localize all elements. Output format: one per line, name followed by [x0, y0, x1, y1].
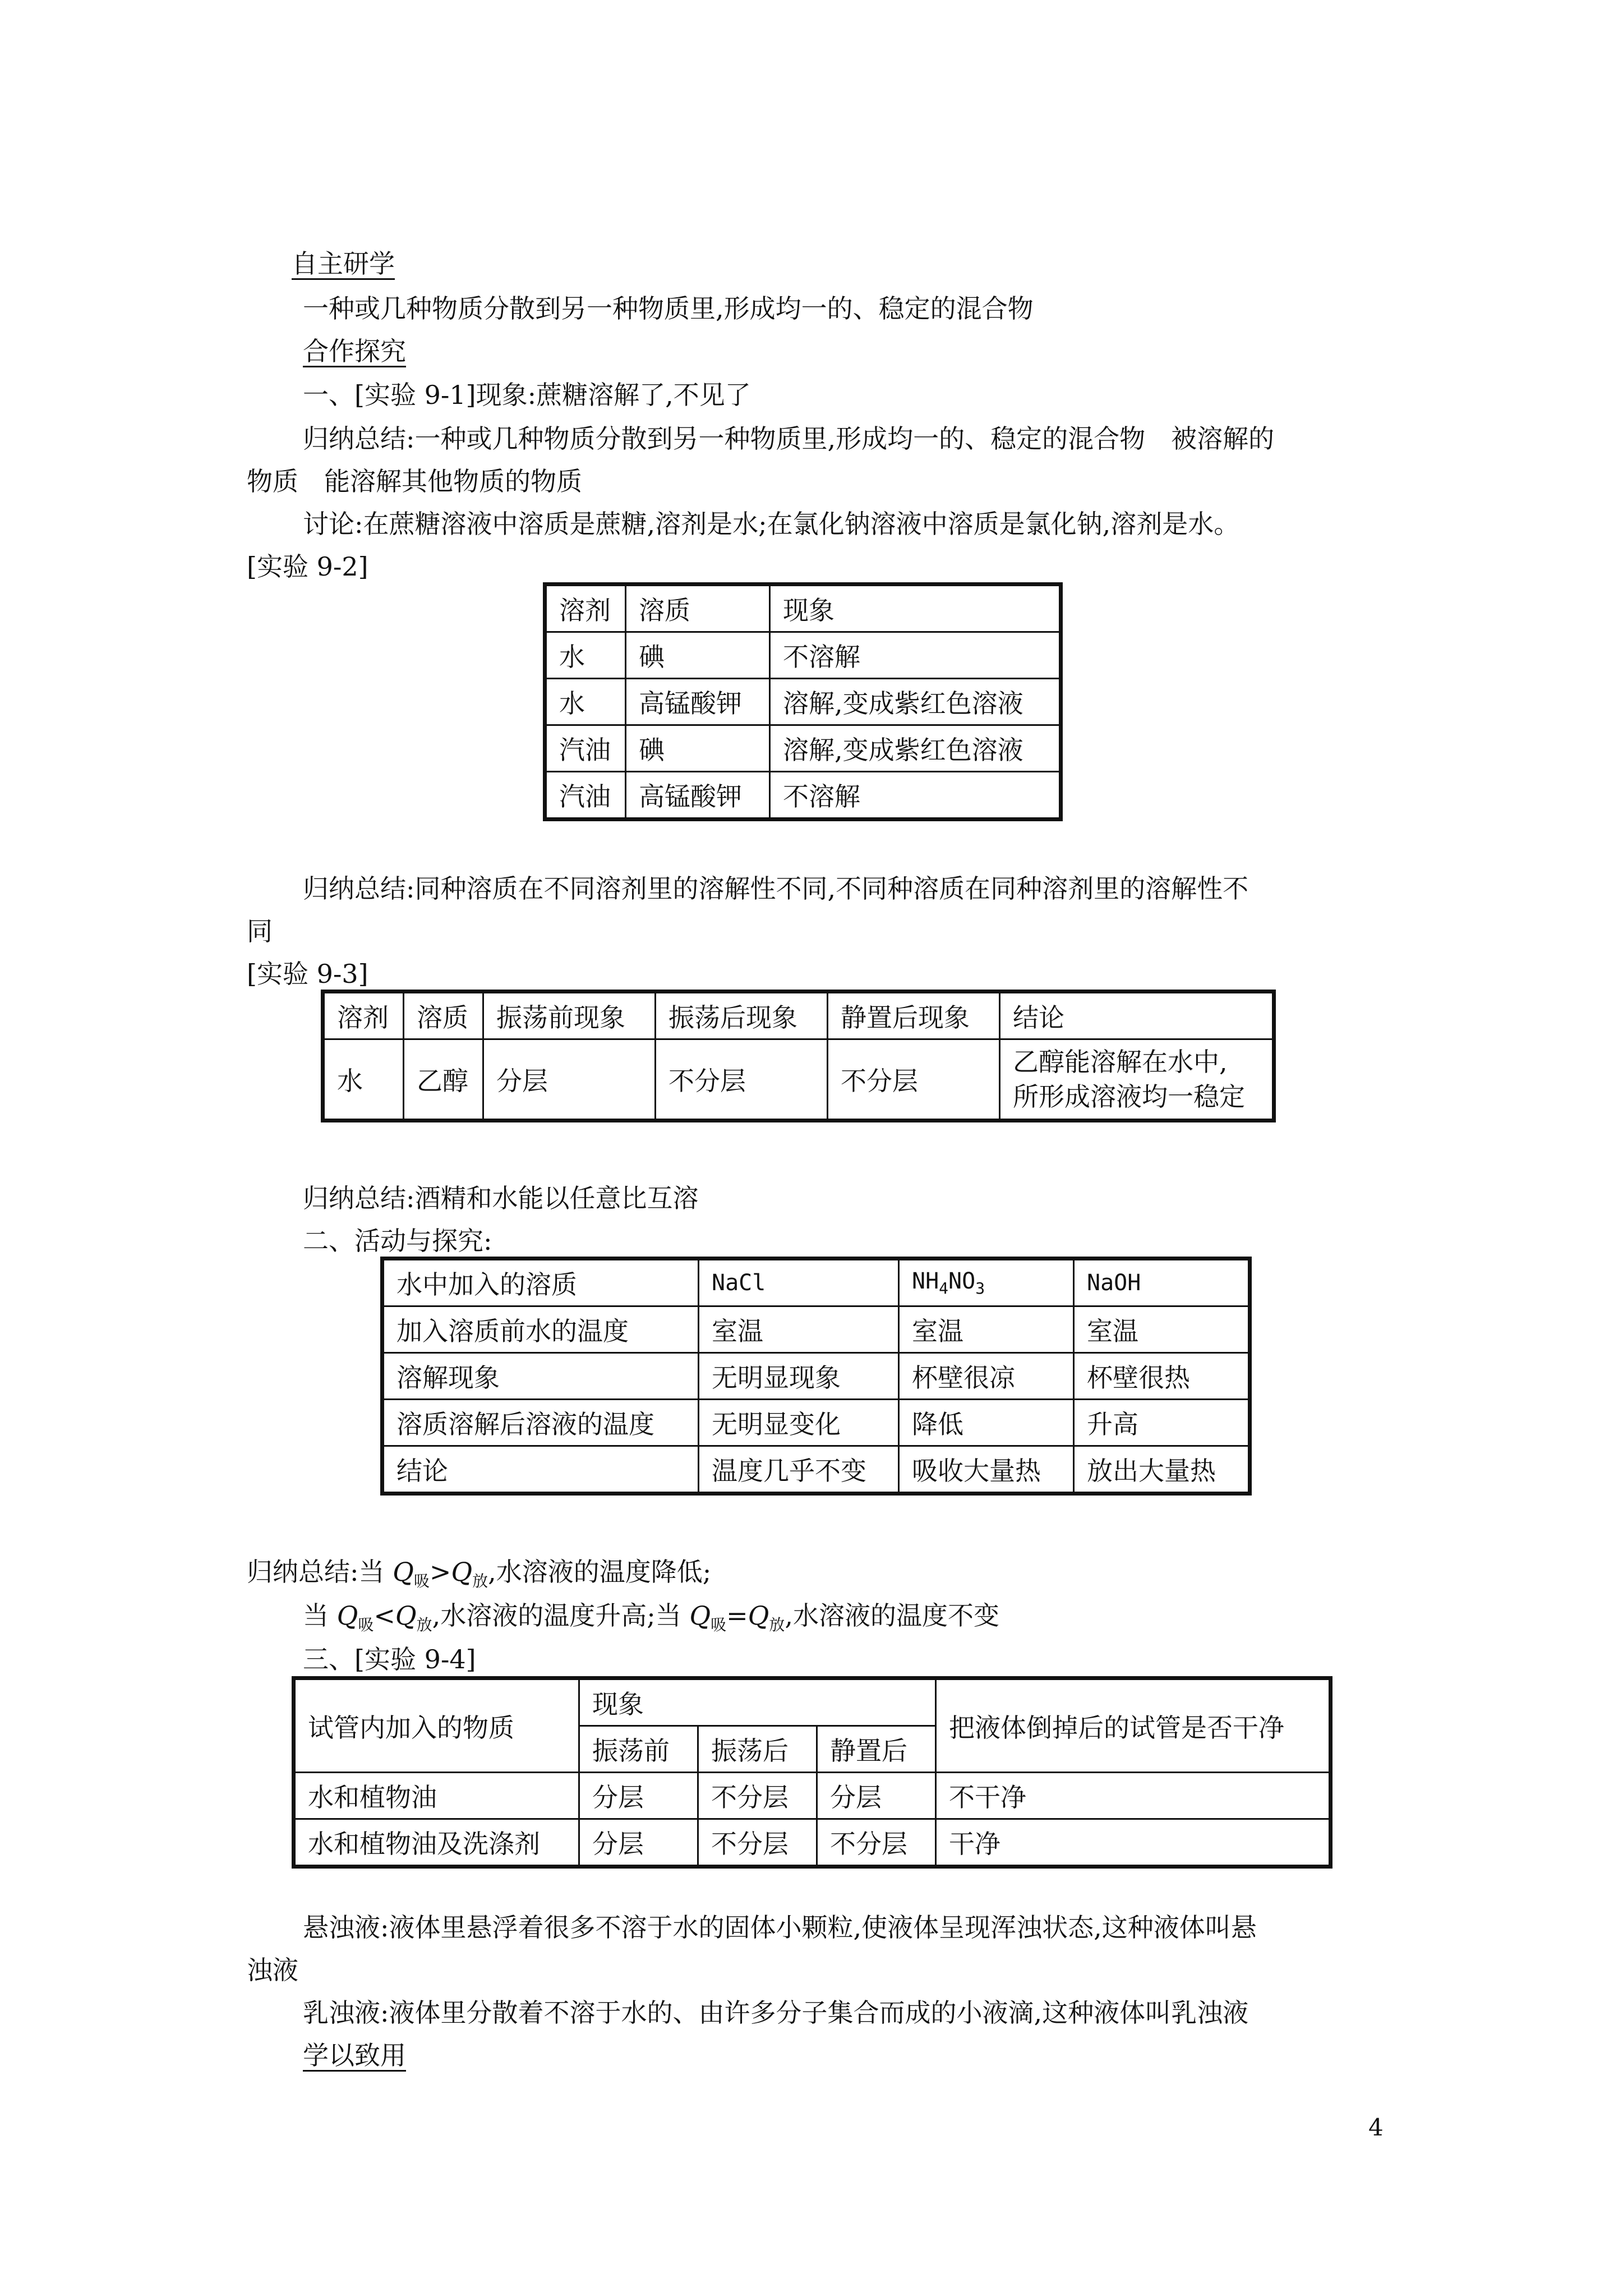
table-experiment-9-4: [292, 1676, 1332, 1869]
table-cell: 不溶解: [770, 772, 1061, 820]
subheader-cell: 振荡前: [579, 1726, 698, 1773]
heading-self-study: 自主研学: [292, 249, 395, 279]
table-cell: 温度几乎不变: [699, 1446, 899, 1494]
subscript-absorb: 吸: [358, 1616, 374, 1635]
subscript-release: 放: [769, 1616, 785, 1635]
q-symbol: Q: [689, 1600, 711, 1631]
table-cell: 放出大量热: [1074, 1446, 1250, 1494]
table-cell: 溶质溶解后溶液的温度: [382, 1400, 699, 1446]
subheader-cell: 静置后: [817, 1726, 936, 1773]
table-cell: 乙醇: [404, 1039, 483, 1121]
header-cell: 溶质: [404, 992, 483, 1039]
experiment-9-2-label: [实验 9-2]: [247, 551, 368, 582]
header-cell: 振荡后现象: [656, 992, 828, 1039]
table-cell: 水和植物油: [294, 1773, 579, 1819]
summary-4-tail-2: ,水溶液的温度不变: [785, 1600, 1000, 1631]
formula-part: NO: [948, 1268, 976, 1294]
header-cell: 振荡前现象: [483, 992, 656, 1039]
table-cell: 高锰酸钾: [626, 679, 770, 725]
q-symbol: Q: [748, 1600, 769, 1631]
table-cell: 碘: [626, 725, 770, 772]
table-cell: 不干净: [936, 1773, 1331, 1819]
table-row: [294, 1773, 1331, 1819]
table-row: [545, 772, 1061, 820]
less-than: <: [374, 1600, 395, 1631]
table-cell: 分层: [817, 1773, 936, 1819]
table-header-row: [323, 992, 1274, 1039]
suspension-line-1: 悬浊液:液体里悬浮着很多不溶于水的固体小颗粒,使液体呈现浑浊状态,这种液体叫悬: [303, 1912, 1257, 1943]
table-cell: 水: [545, 632, 626, 679]
summary-2-line-1: 归纳总结:同种溶质在不同溶剂里的溶解性不同,不同种溶质在同种溶剂里的溶解性不: [303, 873, 1249, 904]
formula-subscript: 4: [939, 1279, 949, 1297]
table-cell: 室温: [1074, 1306, 1250, 1353]
table-cell: 杯壁很热: [1074, 1353, 1250, 1400]
activity-heading: 二、活动与探究:: [303, 1226, 492, 1256]
table-row: [382, 1306, 1250, 1353]
table-cell: 杯壁很凉: [899, 1353, 1074, 1400]
summary-1-line-1: 归纳总结:一种或几种物质分散到另一种物质里,形成均一的、稳定的混合物 被溶解的: [303, 424, 1275, 454]
table-cell: 不分层: [656, 1039, 828, 1121]
table-cell: 水: [323, 1039, 404, 1121]
table-cell: 不分层: [698, 1773, 817, 1819]
table-row: [545, 679, 1061, 725]
summary-4-start-2: 当: [303, 1600, 337, 1631]
subscript-absorb: 吸: [711, 1616, 727, 1635]
header-cell-nh4no3: [899, 1259, 1074, 1306]
table-experiment-9-2: [543, 582, 1063, 821]
table-cell: 无明显变化: [699, 1400, 899, 1446]
conclusion-line-2: 所形成溶液均一稳定: [1013, 1082, 1245, 1112]
table-row: [382, 1353, 1250, 1400]
summary-4-mid-2: ,水溶液的温度升高;当: [432, 1600, 690, 1631]
header-cell: 结论: [1000, 992, 1274, 1039]
table-cell: 不分层: [817, 1819, 936, 1867]
table-row: [545, 725, 1061, 772]
emulsion-line: 乳浊液:液体里分散着不溶于水的、由许多分子集合而成的小液滴,这种液体叫乳浊液: [303, 1998, 1249, 2028]
suspension-line-2: 浊液: [247, 1955, 298, 1985]
table-header-row: [545, 585, 1061, 632]
table-cell: 汽油: [545, 725, 626, 772]
table-row: [294, 1819, 1331, 1867]
header-phenomenon: 现象: [579, 1678, 936, 1726]
subheader-cell: 振荡后: [698, 1726, 817, 1773]
table-cell: 不分层: [698, 1819, 817, 1867]
table-activity: [380, 1257, 1252, 1496]
table-cell: 水: [545, 679, 626, 725]
table-cell: 高锰酸钾: [626, 772, 770, 820]
page-number: 4: [1368, 2114, 1384, 2141]
summary-2-line-2: 同: [247, 916, 273, 946]
table-cell: 分层: [579, 1773, 698, 1819]
conclusion-cell: [1000, 1039, 1274, 1121]
experiment-9-4-heading: 三、[实验 9-4]: [303, 1644, 476, 1674]
equals: =: [726, 1600, 748, 1631]
table-header-row: [382, 1259, 1250, 1306]
summary-4-prefix: 归纳总结:当: [247, 1557, 393, 1587]
table-cell: 不溶解: [770, 632, 1061, 679]
header-substance: 试管内加入的物质: [294, 1678, 579, 1773]
table-cell: 结论: [382, 1446, 699, 1494]
table-header-row: [294, 1678, 1331, 1726]
header-cell: 水中加入的溶质: [382, 1259, 699, 1306]
subscript-absorb: 吸: [413, 1572, 430, 1591]
table-cell: 升高: [1074, 1400, 1250, 1446]
greater-than: >: [429, 1557, 451, 1587]
discussion-line: 讨论:在蔗糖溶液中溶质是蔗糖,溶剂是水;在氯化钠溶液中溶质是氯化钠,溶剂是水。: [303, 509, 1240, 539]
self-study-text: 一种或几种物质分散到另一种物质里,形成均一的、稳定的混合物: [303, 293, 1034, 324]
summary-3: 归纳总结:酒精和水能以任意比互溶: [303, 1183, 699, 1213]
experiment-9-1-line: 一、[实验 9-1]现象:蔗糖溶解了,不见了: [303, 380, 751, 410]
q-symbol: Q: [395, 1600, 417, 1631]
experiment-9-3-label: [实验 9-3]: [247, 959, 368, 989]
header-cell: 静置后现象: [828, 992, 1000, 1039]
q-symbol: Q: [336, 1600, 358, 1631]
header-cell: 现象: [770, 585, 1061, 632]
table-cell: 碘: [626, 632, 770, 679]
header-cell: 溶剂: [545, 585, 626, 632]
conclusion-line-1: 乙醇能溶解在水中,: [1013, 1047, 1228, 1077]
header-cell: NaOH: [1074, 1259, 1250, 1306]
formula-part: NH: [912, 1268, 939, 1294]
formula-subscript: 3: [975, 1279, 985, 1297]
table-row: [382, 1400, 1250, 1446]
heading-apply: 学以致用: [303, 2040, 406, 2070]
q-symbol: Q: [393, 1557, 414, 1587]
heading-cooperative: 合作探究: [303, 336, 406, 366]
table-cell: 溶解,变成紫红色溶液: [770, 679, 1061, 725]
table-cell: 分层: [579, 1819, 698, 1867]
subscript-release: 放: [416, 1616, 432, 1635]
table-cell: 无明显现象: [699, 1353, 899, 1400]
table-cell: 加入溶质前水的温度: [382, 1306, 699, 1353]
header-cell: 溶剂: [323, 992, 404, 1039]
table-cell: 干净: [936, 1819, 1331, 1867]
table-cell: 分层: [483, 1039, 656, 1121]
header-cell: 溶质: [626, 585, 770, 632]
table-row: [545, 632, 1061, 679]
table-row: [382, 1446, 1250, 1494]
table-cell: 吸收大量热: [899, 1446, 1074, 1494]
table-cell: 降低: [899, 1400, 1074, 1446]
summary-4-tail-1: ,水溶液的温度降低;: [488, 1557, 712, 1587]
table-cell: 室温: [899, 1306, 1074, 1353]
table-experiment-9-3: [321, 990, 1276, 1122]
table-cell: 不分层: [828, 1039, 1000, 1121]
q-symbol: Q: [451, 1557, 473, 1587]
subscript-release: 放: [472, 1572, 488, 1591]
table-cell: 水和植物油及洗涤剂: [294, 1819, 579, 1867]
header-cell: NaCl: [699, 1259, 899, 1306]
table-cell: 汽油: [545, 772, 626, 820]
header-clean: 把液体倒掉后的试管是否干净: [936, 1678, 1331, 1773]
table-cell: 溶解现象: [382, 1353, 699, 1400]
summary-1-line-2: 物质 能溶解其他物质的物质: [247, 466, 582, 496]
table-row: [323, 1039, 1274, 1121]
table-cell: 室温: [699, 1306, 899, 1353]
table-cell: 溶解,变成紫红色溶液: [770, 725, 1061, 772]
